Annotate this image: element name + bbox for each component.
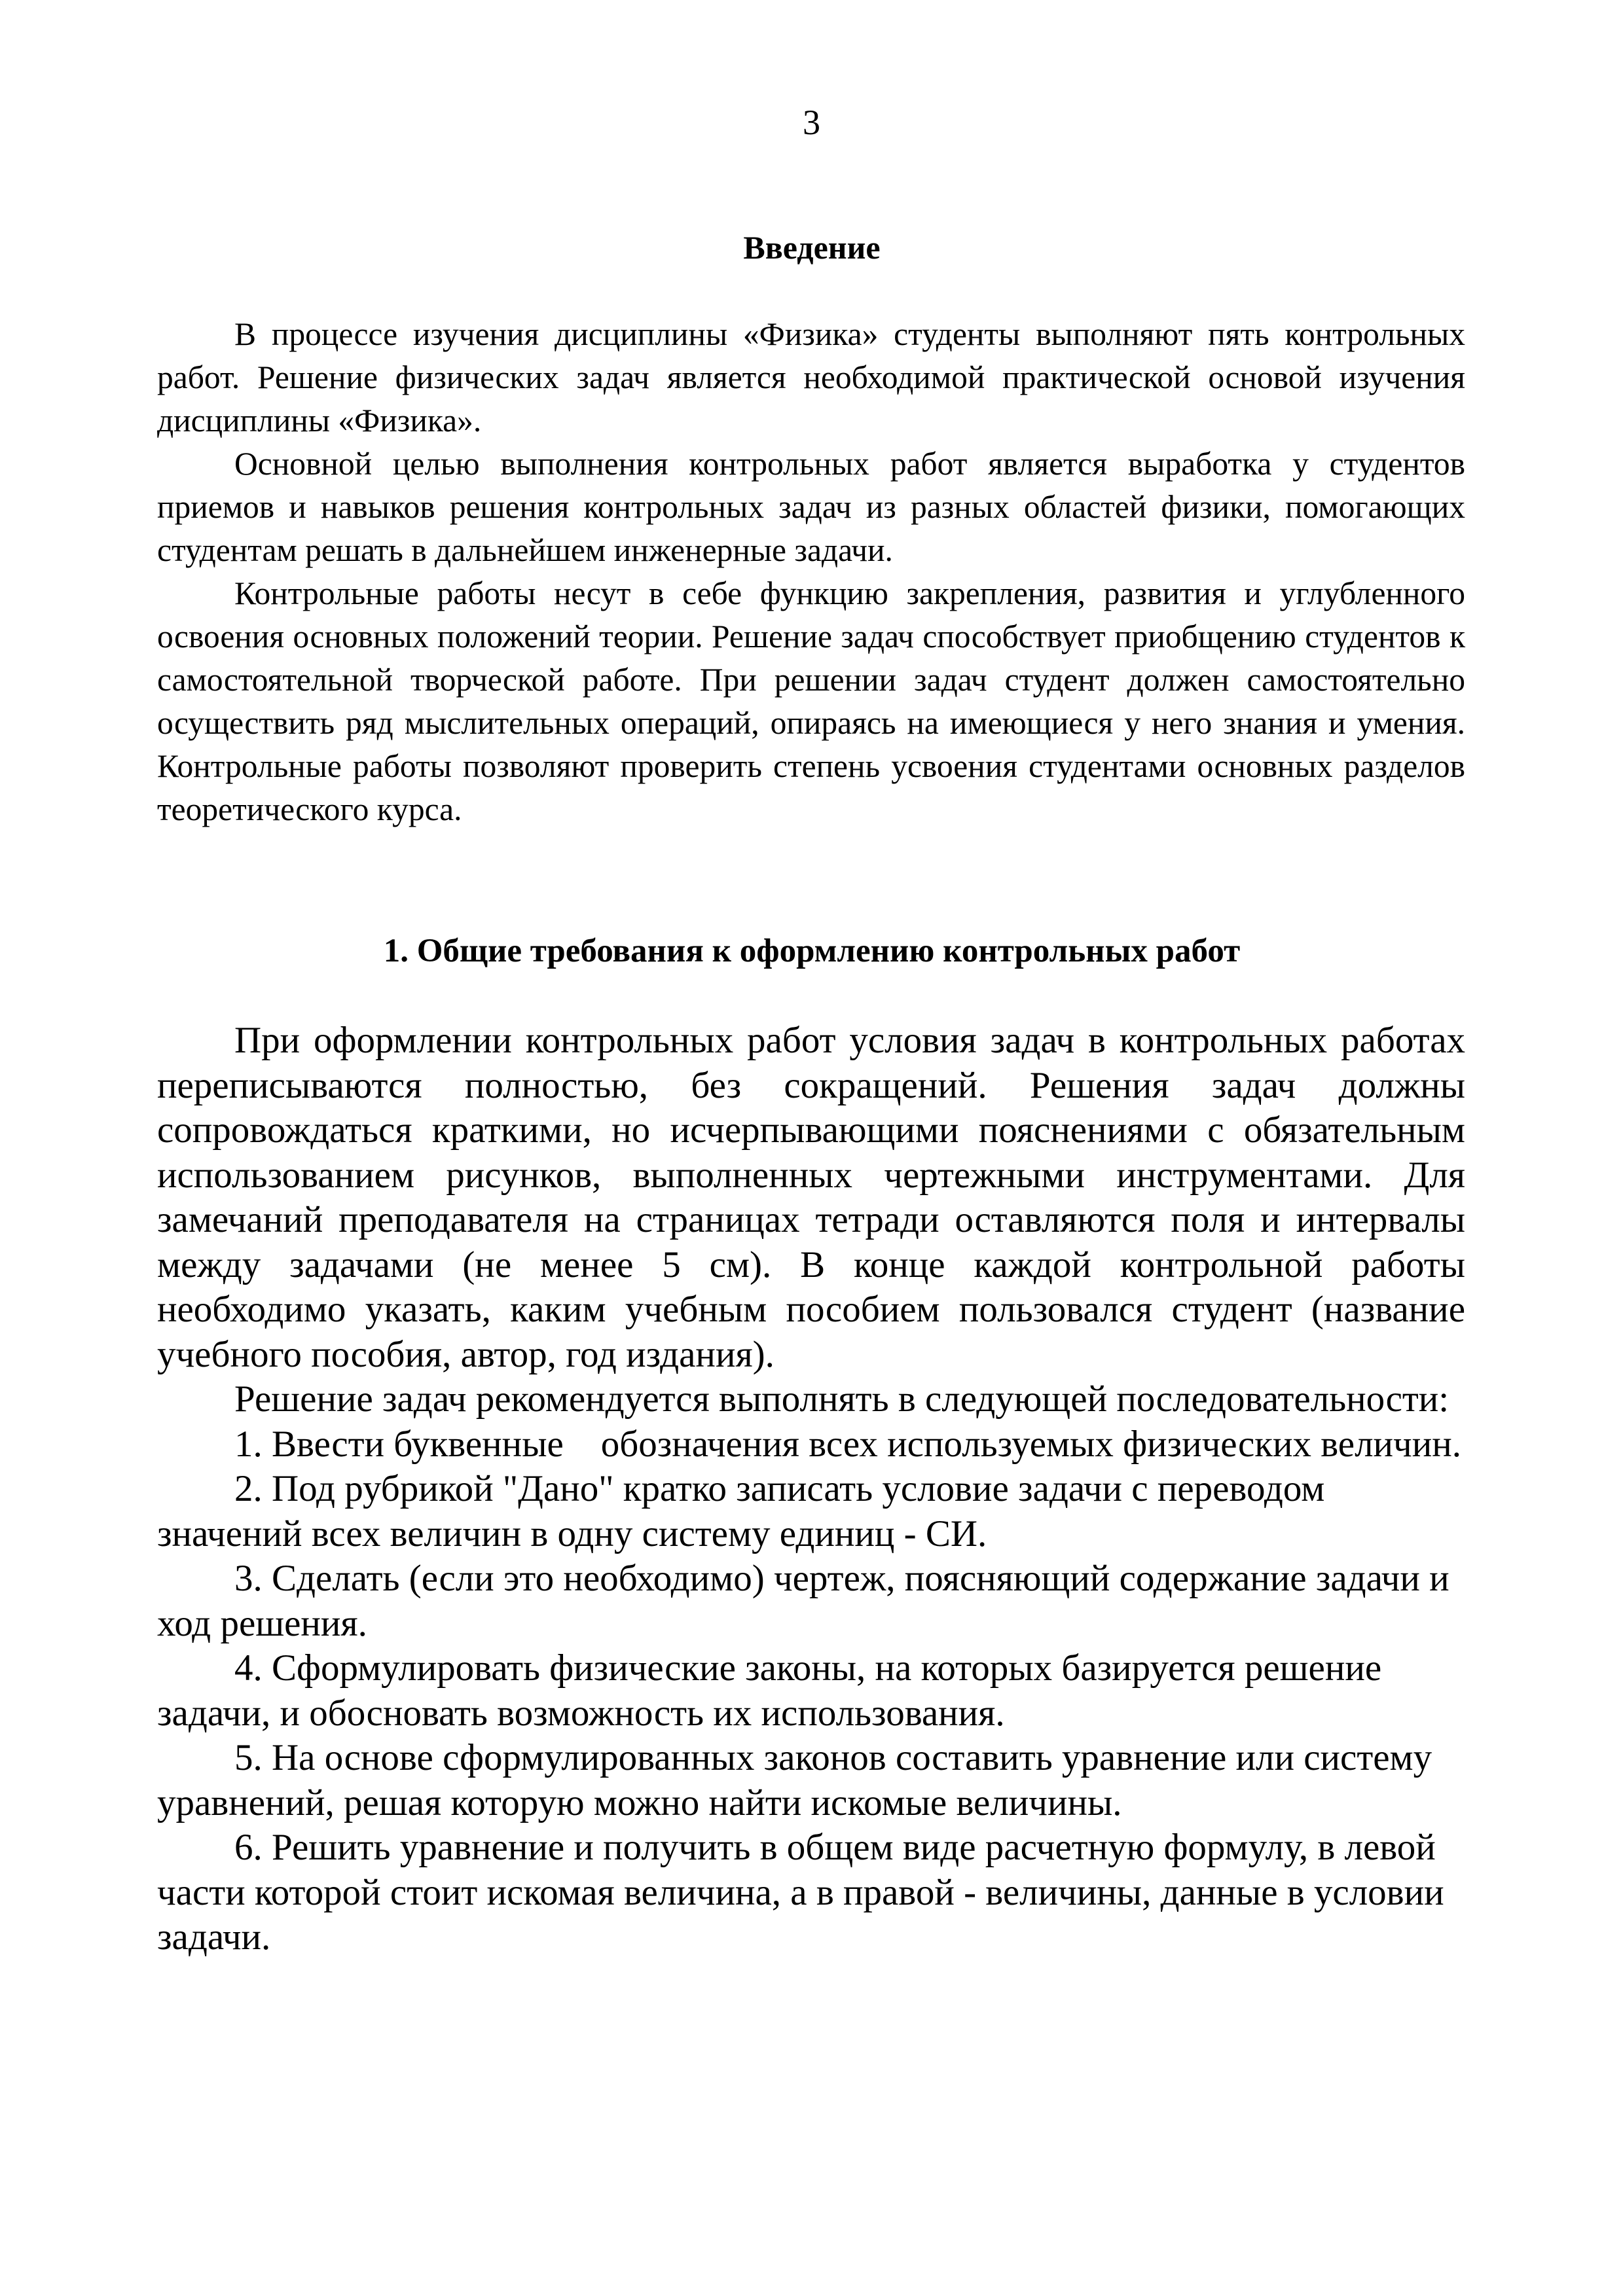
sequence-intro: Решение задач рекомендуется выполнять в следующей последовательности: <box>234 1378 1450 1420</box>
introduction-paragraph-3: Контрольные работы несут в себе функцию закрепления, развития и углубленного освоения основных положений теории. Решение задач способствует приобщению студентов к самостоятельной творческой работе. При решении задач студент должен самостоятельно осуществить ряд мыслительных операций, опираясь на имеющиеся у него знания и умения. Контрольные работы позволяют проверить степень усвоения студентами основных разделов теоретического курса. <box>157 575 1465 827</box>
introduction-paragraph-2: Основной целью выполнения контрольных работ является выработка у студентов приемов и навыков решения контрольных задач из разных областей физики, помогающих студентам решать в дальнейшем инженерные задачи. <box>157 446 1465 568</box>
introduction-paragraph-1: В процессе изучения дисциплины «Физика» студенты выполняют пять контрольных работ. Решение физических задач является необходимой практической основой изучения дисциплины «Физика». <box>157 316 1465 439</box>
page-number: 3 <box>803 103 820 142</box>
step-item: 2. Под рубрикой "Дано" кратко записать условие задачи с переводом значений всех величин в одну систему единиц - СИ. <box>157 1468 1325 1554</box>
step-item: 3. Сделать (если это необходимо) чертеж, поясняющий содержание задачи и ход решения. <box>157 1558 1450 1644</box>
step-item: 4. Сформулировать физические законы, на которых базируется решение задачи, и обосновать возможность их использования. <box>157 1647 1382 1734</box>
introduction-body <box>157 313 1465 831</box>
section-1-heading: 1. Общие требования к оформлению контрольных работ <box>383 933 1241 969</box>
step-item: 6. Решить уравнение и получить в общем виде расчетную формулу, в левой части которой стоит искомая величина, а в правой - величины, данные в условии задачи. <box>157 1827 1444 1958</box>
introduction-heading: Введение <box>743 229 881 266</box>
section-1-paragraph: При оформлении контрольных работ условия задач в контрольных работах переписываются полностью, без сокращений. Решения задач должны сопровождаться краткими, но исчерпывающими пояснениями с обязательным использованием рисунков, выполненных чертежными инструментами. Для замечаний преподавателя на страницах тетради оставляются поля и интервалы между задачами (не менее 5 см). В конце каждой контрольной работы необходимо указать, каким учебным пособием пользовался студент (название учебного пособия, автор, год издания). <box>157 1020 1465 1375</box>
step-item: 1. Ввести буквенные обозначения всех используемых физических величин. <box>234 1423 1461 1465</box>
step-item: 5. На основе сформулированных законов составить уравнение или систему уравнений, решая которую можно найти искомые величины. <box>157 1737 1432 1823</box>
section-1-body <box>157 1018 1465 1960</box>
